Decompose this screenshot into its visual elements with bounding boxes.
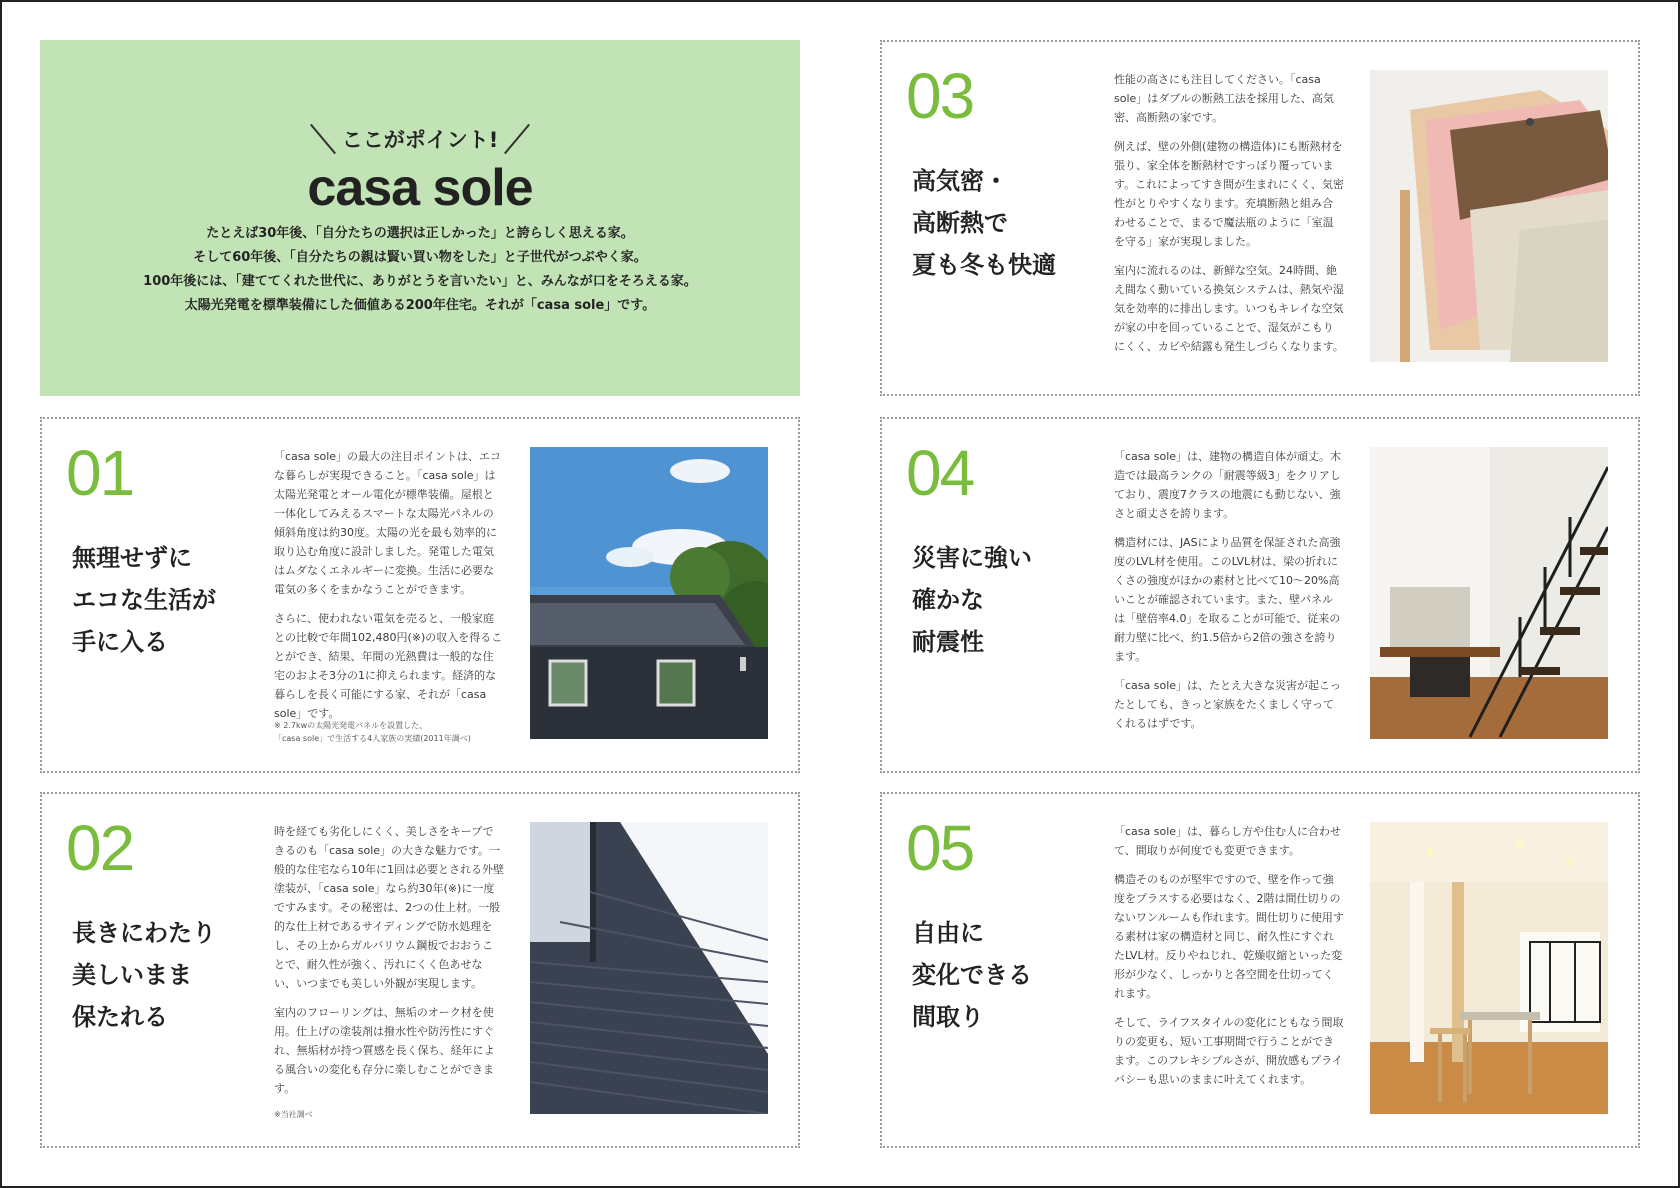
section-heading [912, 912, 1032, 1038]
footnote [274, 1108, 504, 1121]
heading-line: 夏も冬も快適 [912, 251, 1056, 279]
galvalume-wall-photo [530, 822, 768, 1114]
section-body [1114, 447, 1344, 743]
heading-line: 自由に [912, 919, 984, 947]
body-paragraph: 「casa sole」は、建物の構造自体が頑丈。木造では最高ランクの「耐震等級3」をクリアしており、震度7クラスの地震にも動じない、強さと頑丈さを誇ります。 [1114, 450, 1342, 520]
heading-line: 変化できる [912, 961, 1032, 989]
heading-line: 保たれる [72, 1003, 168, 1031]
heading-line: 手に入る [72, 628, 168, 656]
heading-line: 災害に強い [912, 544, 1032, 572]
body-paragraph: 性能の高さにも注目してください。「casa sole」はダブルの断熱工法を採用した、高気密、高断熱の家です。 [1114, 73, 1334, 124]
heading-line: エコな生活が [72, 586, 216, 614]
section-body [1114, 70, 1344, 366]
section-05 [880, 792, 1640, 1148]
body-paragraph: 室内に流れるのは、新鮮な空気。24時間、絶え間なく動いている換気システムは、熱気や湿気を効率的に排出します。いつもキレイな空気が家の中を回っていることで、湿気がこもりにくく、カビや結露も発生しづらくなります。 [1114, 264, 1344, 353]
hero-line: 100年後には、「建ててくれた世代に、ありがとうを言いたい」と、みんなが口をそろえる家。 [143, 274, 697, 289]
heading-line: 長きにわたり [72, 919, 216, 947]
heading-line: 無理せずに [72, 544, 192, 572]
section-number: 01 [66, 437, 134, 509]
section-heading [912, 537, 1032, 663]
interior-staircase-photo [1370, 447, 1608, 739]
footnote-line: ※当社調べ [274, 1110, 313, 1119]
section-02 [40, 792, 800, 1148]
hero-line: たとえば30年後、「自分たちの選択は正しかった」と誇らしく思える家。 [206, 226, 634, 241]
section-03 [880, 40, 1640, 396]
section-heading [72, 912, 216, 1038]
footnote-line: 「casa sole」で生活する4人家族の実績(2011年調べ) [274, 734, 471, 743]
section-body [1114, 822, 1344, 1099]
footnote-line: ※ 2.7kwの太陽光発電パネルを設置した、 [274, 721, 428, 730]
body-paragraph: 「casa sole」は、暮らし方や住む人に合わせて、間取りが何度でも変更できます。 [1114, 825, 1342, 857]
body-paragraph: 室内のフローリングは、無垢のオーク材を使用。仕上げの塗装剤は撥水性や防汚性にすぐれ、無垢材が持つ質感を長く保ち、経年による風合いの変化も存分に楽しむことができます。 [274, 1006, 495, 1095]
hero-kicker: ここがポイント! [341, 128, 499, 152]
house-solar-roof-photo [530, 447, 768, 739]
heading-line: 確かな [912, 586, 984, 614]
section-number: 02 [66, 812, 134, 884]
heading-line: 高気密・ [912, 167, 1008, 195]
slash-decoration-right [504, 124, 530, 154]
hero-line: そして60年後、「自分たちの親は賢い買い物をした」と子世代がつぶやく家。 [193, 250, 647, 265]
heading-line: 間取り [912, 1003, 984, 1031]
section-number: 04 [906, 437, 974, 509]
body-paragraph: 「casa sole」は、たとえ大きな災害が起こったとしても、きっと家族をたくましく守ってくれるはずです。 [1114, 679, 1341, 730]
heading-line: 耐震性 [912, 628, 984, 656]
open-plan-room-photo [1370, 822, 1608, 1114]
hero-title: casa sole [307, 159, 533, 217]
body-paragraph: さらに、使われない電気を売ると、一般家庭との比較で年間102,480円(※)の収入を得ることができ、結果、年間の光熱費は一般的な住宅のおよそ3分の1に抑えられます。経済的な暮らしを長く可能にする家、それが「casa sole」です。 [274, 612, 503, 720]
body-paragraph: 例えば、壁の外側(建物の構造体)にも断熱材を張り、家全体を断熱材ですっぽり覆っています。これによってすき間が生まれにくく、気密性がとりやすくなります。充填断熱と組み合わせることで、まるで魔法瓶のように「室温を守る」家が実現しました。 [1114, 140, 1344, 248]
slash-decoration-left [310, 124, 336, 154]
section-heading [72, 537, 216, 663]
body-paragraph: 構造そのものが堅牢ですので、壁を作って強度をプラスする必要はなく、2階は間仕切りのないワンルームも作れます。間仕切りに使用する素材は家の構造材と同じ、耐久性にすぐれたLVL材。反りやねじれ、乾燥収縮といった変形が少なく、しっかりと各空間を仕切ってくれます。 [1114, 873, 1344, 1000]
section-04 [880, 417, 1640, 773]
body-paragraph: そして、ライフスタイルの変化にともなう間取りの変更も、短い工事期間で行うことができます。このフレキシブルさが、開放感もプライバシーも思いのままに叶えてくれます。 [1114, 1016, 1344, 1086]
hero-lead-text [40, 222, 800, 318]
section-number: 05 [906, 812, 974, 884]
section-heading [912, 160, 1056, 286]
footnote [274, 719, 504, 745]
body-paragraph: 「casa sole」の最大の注目ポイントは、エコな暮らしが実現できること。「casa sole」は太陽光発電とオール電化が標準装備。屋根と一体化してみえるスマートな太陽光パネルの傾斜角度は約30度。太陽の光を最も効率的に取り込む角度に設計しました。発電した電気はムダなくエネルギーに変換。生活に必要な電気の多くをまかなうことができます。 [274, 450, 502, 596]
body-paragraph: 構造材には、JASにより品質を保証された高強度のLVL材を使用。このLVL材は、梁の折れにくさの強度がほかの素材と比べて10〜20%高いことが確認されています。また、壁パネルは「壁倍率4.0」を取ることが可能で、従来の耐力壁に比べ、約1.5倍から2倍の強さを誇ります。 [1114, 536, 1341, 663]
section-number: 03 [906, 60, 974, 132]
section-body [274, 447, 504, 733]
insulation-wall-sample-photo [1370, 70, 1608, 362]
hero-line: 太陽光発電を標準装備にした価値ある200年住宅。それが「casa sole」です。 [184, 298, 656, 313]
heading-line: 高断熱で [912, 209, 1008, 237]
heading-line: 美しいまま [72, 961, 192, 989]
hero-panel [40, 40, 800, 396]
hero-kicker-row [40, 120, 800, 158]
section-01 [40, 417, 800, 773]
body-paragraph: 時を経ても劣化しにくく、美しさをキープできるのも「casa sole」の大きな魅力です。一般的な住宅なら10年に1回は必要とされる外壁塗装が、「casa sole」なら約30年(※)に一度ですみます。その秘密は、2つの仕上材。一般的な仕上材であるサイディングで防水処理をし、その上からガルバリウム鋼板でおおうことで、耐久性が強く、汚れにくく色あせない、いつまでも美しい外観が実現します。 [274, 825, 504, 990]
section-body [274, 822, 504, 1108]
